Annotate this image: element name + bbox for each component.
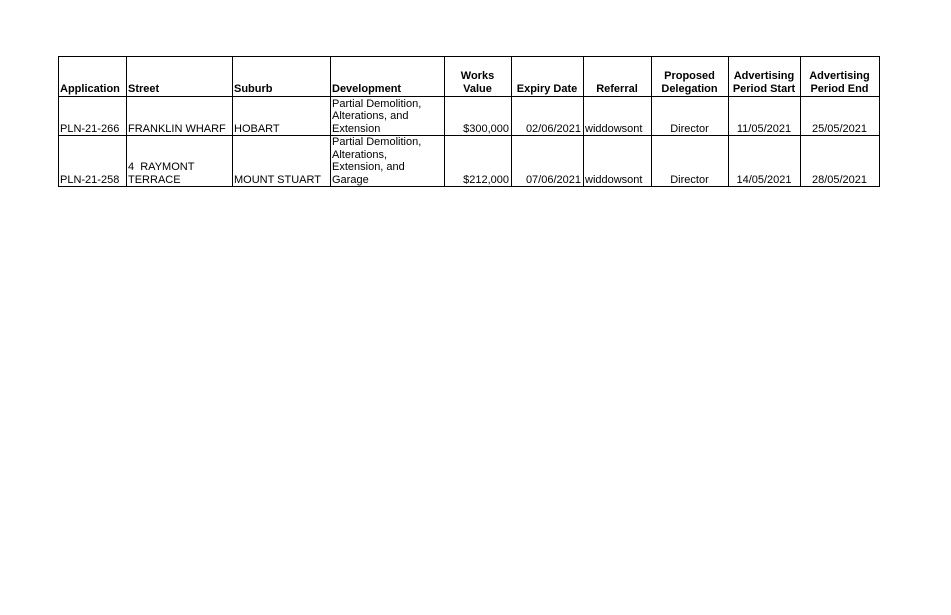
cell-application: PLN-21-258 <box>59 136 127 187</box>
header-street-label: Street <box>128 82 160 95</box>
header-suburb <box>233 57 331 97</box>
cell-advertising-start: 14/05/2021 <box>729 136 801 187</box>
cell-advertising-end: 28/05/2021 <box>801 136 880 187</box>
cell-works-value: $300,000 <box>445 97 512 136</box>
header-proposed-delegation <box>652 57 729 97</box>
cell-development-line-3: Extension <box>332 122 381 135</box>
cell-development-line-1: Partial Demolition, <box>332 136 422 148</box>
cell-advertising-start: 11/05/2021 <box>729 97 801 136</box>
header-development-label: Development <box>332 82 402 95</box>
header-advertising-start-line-2: Period Start <box>732 82 796 95</box>
cell-advertising-end: 25/05/2021 <box>801 97 880 136</box>
header-application <box>59 57 127 97</box>
table-header <box>59 57 880 97</box>
header-expiry-date <box>512 57 584 97</box>
header-proposed-delegation-line-2: Delegation <box>661 82 718 95</box>
cell-development-line-2: Alterations, and <box>332 110 409 122</box>
header-expiry-date-label: Expiry Date <box>516 82 578 95</box>
table-row <box>59 97 880 136</box>
cell-expiry-date: 07/06/2021 <box>512 136 584 187</box>
cell-street-line-1: FRANKLIN WHARF <box>128 122 226 135</box>
header-advertising-start-line-1: Advertising <box>733 70 795 82</box>
cell-development-line-1: Partial Demolition, <box>332 97 422 110</box>
cell-development-line-2: Alterations, <box>332 148 388 161</box>
cell-application: PLN-21-266 <box>59 97 127 136</box>
header-advertising-end-line-2: Period End <box>810 82 869 95</box>
cell-suburb: HOBART <box>233 97 331 136</box>
header-suburb-label: Suburb <box>234 82 273 95</box>
applications-table <box>58 56 880 187</box>
cell-street <box>127 97 233 136</box>
header-application-label: Application <box>60 82 120 95</box>
header-advertising-end <box>801 57 880 97</box>
cell-development <box>331 97 445 136</box>
cell-street-line-2: TERRACE <box>128 173 181 186</box>
header-referral-label: Referral <box>596 82 638 95</box>
cell-referral: widdowsont <box>584 136 652 187</box>
cell-expiry-date: 02/06/2021 <box>512 97 584 136</box>
cell-street-line-1: 4 RAYMONT <box>128 161 195 173</box>
header-works-value <box>445 57 512 97</box>
header-advertising-start <box>729 57 801 97</box>
header-development <box>331 57 445 97</box>
table-body <box>59 97 880 187</box>
cell-development-line-3: Extension, and <box>332 161 405 173</box>
cell-development-line-4: Garage <box>332 173 369 186</box>
cell-proposed-delegation: Director <box>652 97 729 136</box>
cell-development <box>331 136 445 187</box>
header-advertising-end-line-1: Advertising <box>809 70 870 82</box>
header-works-value-line-1: Works <box>460 70 495 82</box>
cell-works-value: $212,000 <box>445 136 512 187</box>
cell-referral: widdowsont <box>584 97 652 136</box>
header-row <box>59 57 880 97</box>
header-street <box>127 57 233 97</box>
header-proposed-delegation-line-1: Proposed <box>664 70 715 82</box>
header-referral <box>584 57 652 97</box>
table-row <box>59 136 880 187</box>
cell-street <box>127 136 233 187</box>
header-works-value-line-2: Value <box>463 82 492 95</box>
cell-proposed-delegation: Director <box>652 136 729 187</box>
cell-suburb: MOUNT STUART <box>233 136 331 187</box>
